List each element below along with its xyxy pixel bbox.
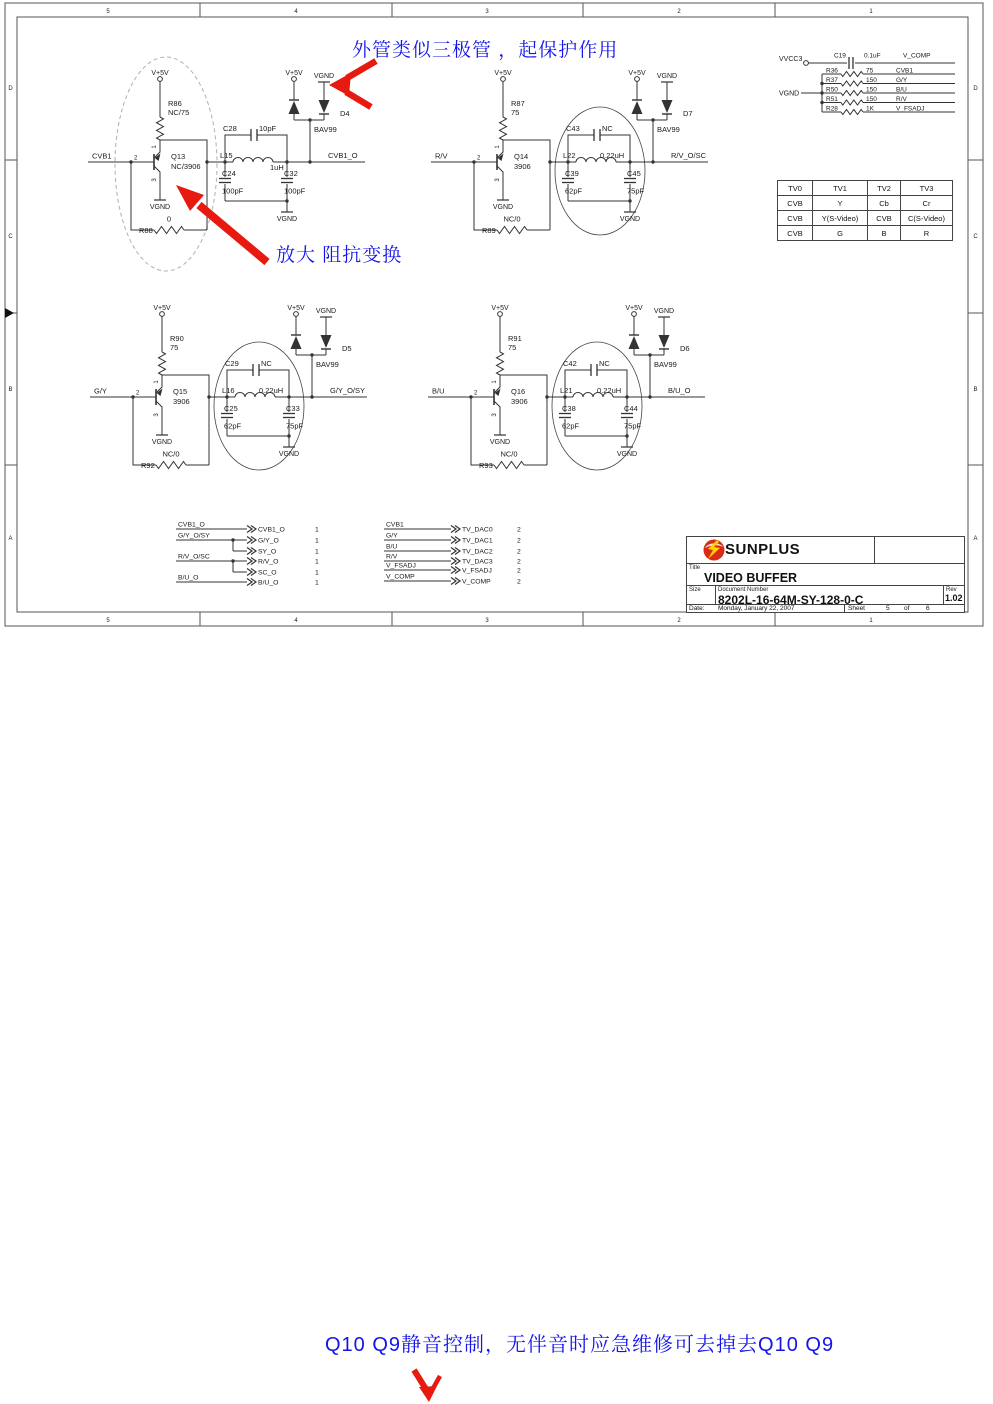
- size-cell: [687, 586, 716, 604]
- vgnd-label: VGND: [278, 451, 300, 458]
- output-net-label: R/V_O/SC: [671, 151, 707, 160]
- wire: [841, 72, 863, 77]
- transistor-val: 3906: [514, 162, 531, 171]
- transistor-val: 3906: [511, 397, 528, 406]
- diode-val: BAV99: [316, 360, 339, 369]
- zone-number: 2: [677, 9, 681, 15]
- cap-val: 0.1uF: [864, 52, 881, 60]
- diode-symbol: [659, 335, 670, 348]
- resistor-val: 0: [166, 214, 172, 224]
- cap-val: 75pF: [624, 421, 642, 431]
- title-block-title-row: [687, 564, 964, 586]
- power-node: [160, 312, 165, 317]
- red-arrow-icon: [419, 1386, 437, 1402]
- offpage-net-label: TV_DAC0: [462, 526, 493, 534]
- input-net-label: R/V: [435, 151, 448, 161]
- page-number: 2: [517, 526, 521, 534]
- input-net-label: G/Y: [94, 386, 107, 396]
- vgnd-label: VGND: [619, 216, 641, 223]
- wire: [156, 401, 162, 435]
- table-cell: TV1: [813, 181, 868, 196]
- annotation-mute-control-note: Q10 Q9静音控制，无伴音时应急维修可去掉去Q10 Q9: [325, 1334, 835, 1356]
- resistor-val: NC/75: [168, 108, 190, 117]
- wire: [247, 526, 252, 533]
- resistor-ref: R91: [508, 334, 522, 343]
- src-net-label: R/V: [386, 553, 398, 561]
- zone-number: 2: [677, 618, 681, 624]
- cap-val: 75pF: [286, 421, 304, 431]
- cap-ref: C33: [286, 404, 300, 413]
- wire: [247, 558, 252, 565]
- net-label: CVB1: [896, 67, 913, 75]
- wire: [247, 548, 252, 555]
- sheet-cell: [844, 605, 965, 613]
- offpage-net-label: SC_O: [258, 569, 277, 577]
- diode-symbol: [319, 100, 330, 113]
- vgnd-label: VGND: [313, 73, 335, 80]
- document-number-cell: [716, 586, 944, 607]
- zone-number: 3: [485, 9, 489, 15]
- vgnd-label: VGND: [489, 439, 511, 446]
- zone-number: 4: [294, 618, 298, 624]
- table-cell: C(S-Video): [901, 211, 953, 226]
- table-cell: R: [901, 226, 953, 241]
- diode-symbol: [289, 101, 300, 114]
- wire: [451, 567, 456, 574]
- annotation-protection-note: 外管类似三极管 ，起保护作用: [352, 40, 619, 61]
- transistor-val: NC/3906: [171, 162, 201, 171]
- inductor-ref: L16: [222, 386, 235, 395]
- wire: [497, 352, 504, 375]
- pin-number: 3: [154, 413, 160, 417]
- table-cell: G: [813, 226, 868, 241]
- pin-number: 3: [492, 413, 498, 417]
- vgnd-label: VGND: [779, 90, 800, 98]
- wire: [451, 537, 456, 544]
- wire: [494, 401, 500, 435]
- power-net-label: VVCC3: [779, 56, 803, 63]
- wire: [841, 81, 863, 86]
- v5v-label: V+5V: [628, 70, 646, 77]
- transistor-ref: Q15: [173, 387, 188, 396]
- diode-symbol: [291, 336, 302, 349]
- net-label: B/U: [896, 86, 907, 94]
- page-number: 2: [517, 567, 521, 575]
- wire: [131, 162, 154, 230]
- transistor-ref: Q14: [514, 152, 529, 161]
- zone-number: 1: [869, 9, 873, 15]
- v5v-label: V+5V: [625, 305, 643, 312]
- inductor-symbol: [233, 158, 273, 163]
- resistor-ref: R37: [826, 77, 838, 84]
- table-cell: TV0: [778, 181, 813, 196]
- power-node: [294, 312, 299, 317]
- table-cell: CVB: [778, 196, 813, 211]
- power-node: [498, 312, 503, 317]
- zone-letter: D: [973, 86, 978, 92]
- cap-ref: C45: [627, 169, 641, 178]
- resistor-ref: R86: [168, 99, 182, 108]
- src-net-label: CVB1_O: [178, 521, 205, 529]
- sheet-of-label: of: [904, 605, 910, 612]
- zone-letter: A: [8, 536, 13, 542]
- wire: [247, 569, 252, 576]
- vgnd-label: VGND: [151, 439, 173, 446]
- title-block-logo-row: [687, 537, 964, 564]
- wire: [346, 92, 371, 107]
- cap-ref: C44: [624, 404, 638, 413]
- input-net-label: B/U: [432, 386, 445, 396]
- cap-ref: C25: [224, 404, 238, 413]
- offpage-net-label: CVB1_O: [258, 526, 285, 534]
- vgnd-label: VGND: [315, 308, 337, 315]
- wire: [159, 352, 166, 375]
- vgnd-label: VGND: [656, 73, 678, 80]
- cap-val: 100pF: [222, 186, 244, 196]
- offpage-net-label: R/V_O: [258, 558, 279, 566]
- diode-symbol: [629, 336, 640, 349]
- cap-val: NC: [602, 124, 613, 133]
- wire: [157, 117, 164, 140]
- transistor-val: 3906: [173, 397, 190, 406]
- zone-number: 5: [106, 618, 110, 624]
- cap-val: 62pF: [565, 186, 583, 196]
- table-cell: Y(S-Video): [813, 211, 868, 226]
- vgnd-label: VGND: [276, 216, 298, 223]
- output-net-label: CVB1_O: [328, 151, 358, 160]
- zone-number: 5: [106, 9, 110, 15]
- zone-letter: C: [973, 234, 978, 240]
- page-number: 2: [517, 578, 521, 586]
- page-number: 1: [315, 548, 319, 556]
- table-cell: Y: [813, 196, 868, 211]
- pin-number: 3: [152, 178, 158, 182]
- diode-ref: D6: [680, 344, 690, 353]
- wire: [841, 100, 863, 105]
- vgnd-label: VGND: [616, 451, 638, 458]
- src-net-label: R/V_O/SC: [178, 553, 210, 561]
- date-label: Date:: [689, 605, 705, 612]
- v5v-label: V+5V: [285, 70, 303, 77]
- offpage-net-label: V_FSADJ: [462, 567, 492, 575]
- wire: [247, 537, 252, 544]
- cap-ref: C19: [834, 52, 846, 60]
- net-label: V_FSADJ: [896, 105, 925, 113]
- pin-number: 1: [492, 380, 498, 384]
- cap-val: 75pF: [627, 186, 645, 196]
- zone-letter: B: [973, 387, 978, 393]
- net-label: G/Y: [896, 77, 908, 84]
- diode-ref: D4: [340, 109, 350, 118]
- resistor-ref: R90: [170, 334, 184, 343]
- cap-val: 62pF: [224, 421, 242, 431]
- output-net-label: B/U_O: [668, 386, 691, 395]
- wire: [494, 462, 524, 469]
- highlight-ellipse: [115, 57, 217, 271]
- resistor-val: 150: [866, 96, 877, 103]
- src-net-label: B/U_O: [178, 574, 199, 582]
- resistor-val: 75: [511, 108, 520, 117]
- cap-val: 62pF: [562, 421, 580, 431]
- table-cell: TV3: [901, 181, 953, 196]
- fold-mark-icon: [5, 308, 14, 318]
- page-number: 2: [517, 548, 521, 556]
- inductor-val: 0.22uH: [600, 151, 625, 160]
- wire: [257, 135, 287, 162]
- zone-number: 3: [485, 618, 489, 624]
- sheet-number: 5: [886, 605, 890, 612]
- zone-number: 4: [294, 9, 298, 15]
- sheet-total: 6: [926, 605, 930, 612]
- size-label: Size: [689, 587, 701, 593]
- title-label: Title: [689, 565, 701, 571]
- table-cell: CVB: [778, 211, 813, 226]
- inductor-val: 0.22uH: [259, 386, 284, 395]
- table-cell: CVB: [778, 226, 813, 241]
- resistor-ref: R28: [826, 105, 838, 113]
- logo-cell: [687, 537, 875, 563]
- resistor-ref: R50: [826, 86, 838, 94]
- cap-val: 10pF: [259, 124, 277, 133]
- title-block-doc-row: [687, 586, 964, 605]
- zone-letter: B: [8, 387, 13, 393]
- wire: [154, 227, 184, 234]
- offpage-net-label: B/U_O: [258, 579, 279, 587]
- pin-number: 2: [136, 390, 140, 397]
- power-node: [804, 61, 809, 66]
- wire: [199, 205, 267, 262]
- v5v-label: V+5V: [494, 70, 512, 77]
- resistor-val: 75: [170, 343, 179, 352]
- table-cell: TV2: [868, 181, 901, 196]
- sunplus-logo-icon: [701, 538, 727, 564]
- pin-number: 2: [134, 155, 138, 162]
- wire: [451, 578, 456, 585]
- title-block: [686, 536, 965, 613]
- pin-number: 1: [495, 145, 501, 149]
- pin-number: 2: [474, 390, 478, 397]
- cap-ref: C39: [565, 169, 579, 178]
- vgnd-label: VGND: [653, 308, 675, 315]
- cap-val: NC: [261, 359, 272, 368]
- table-row: [778, 196, 953, 211]
- offpage-net-label: TV_DAC3: [462, 558, 493, 566]
- cap-ref: C38: [562, 404, 576, 413]
- rev-cell: [943, 586, 964, 604]
- v5v-label: V+5V: [153, 305, 171, 312]
- resistor-val: 75: [866, 67, 874, 75]
- cap-ref: C29: [225, 359, 239, 368]
- wire: [497, 227, 527, 234]
- input-net-label: CVB1: [92, 151, 112, 161]
- offpage-net-label: TV_DAC1: [462, 537, 493, 545]
- cap-ref: C28: [223, 124, 237, 133]
- wire: [451, 548, 456, 555]
- page-number: 1: [315, 537, 319, 545]
- cap-ref: C32: [284, 169, 298, 178]
- sheet-label: Sheet: [848, 605, 865, 612]
- wire: [500, 117, 507, 140]
- wire: [451, 558, 456, 565]
- table-cell: Cr: [901, 196, 953, 211]
- page-number: 2: [517, 537, 521, 545]
- cap-ref: C24: [222, 169, 236, 178]
- zone-letter: D: [8, 86, 13, 92]
- resistor-ref: R89: [482, 226, 496, 235]
- src-net-label: G/Y_O/SY: [178, 532, 210, 540]
- src-net-label: V_COMP: [386, 573, 415, 581]
- output-net-label: G/Y_O/SY: [330, 386, 366, 395]
- pin-number: 1: [154, 380, 160, 384]
- annotation-amplifier-note: 放大 阻抗变换: [276, 245, 403, 266]
- offpage-net-label: V_COMP: [462, 578, 491, 586]
- junction-dot: [820, 91, 823, 94]
- diode-symbol: [321, 335, 332, 348]
- title-block-date-row: [687, 605, 964, 613]
- cap-val: NC: [599, 359, 610, 368]
- power-node: [158, 77, 163, 82]
- zone-letter: C: [8, 234, 13, 240]
- zone-number: 1: [869, 618, 873, 624]
- wire: [841, 110, 863, 115]
- wire: [841, 91, 863, 96]
- power-node: [635, 77, 640, 82]
- v5v-label: V+5V: [491, 305, 509, 312]
- pin-number: 1: [152, 145, 158, 149]
- resistor-ref: R88: [139, 226, 153, 235]
- src-net-label: B/U: [386, 543, 398, 551]
- cap-ref: C43: [566, 124, 580, 133]
- offpage-net-label: TV_DAC2: [462, 548, 493, 556]
- date-value: Monday, January 22, 2007: [718, 605, 795, 612]
- diode-val: BAV99: [654, 360, 677, 369]
- resistor-ref: R92: [141, 461, 155, 470]
- zone-letter: A: [973, 536, 978, 542]
- document-number-label: Document Number: [718, 587, 769, 593]
- transistor-ref: Q13: [171, 152, 186, 161]
- offpage-net-label: SY_O: [258, 548, 277, 556]
- table-row: [778, 226, 953, 241]
- src-net-label: V_FSADJ: [386, 562, 416, 570]
- page-number: 1: [315, 558, 319, 566]
- table-cell: Cb: [868, 196, 901, 211]
- diode-ref: D5: [342, 344, 352, 353]
- transistor-ref: Q16: [511, 387, 526, 396]
- resistor-val: 1K: [866, 105, 874, 113]
- resistor-val: NC/0: [162, 449, 180, 459]
- resistor-ref: R36: [826, 67, 838, 75]
- v5v-label: V+5V: [287, 305, 305, 312]
- resistor-val: NC/0: [500, 449, 518, 459]
- resistor-ref: R87: [511, 99, 525, 108]
- power-node: [501, 77, 506, 82]
- cap-ref: C42: [563, 359, 577, 368]
- net-label: V_COMP: [903, 52, 931, 60]
- table-row: [778, 181, 953, 196]
- inductor-val: 0.22uH: [597, 386, 622, 395]
- diode-val: BAV99: [657, 125, 680, 134]
- junction-dot: [820, 101, 823, 104]
- wire: [474, 162, 497, 230]
- src-net-label: CVB1: [386, 521, 404, 529]
- resistor-val: NC/0: [503, 214, 521, 224]
- inductor-ref: L15: [220, 151, 233, 160]
- page-number: 1: [315, 526, 319, 534]
- wire: [133, 397, 156, 465]
- document-number: 8202L-16-64M-SY-128-0-C: [718, 593, 864, 607]
- diode-val: BAV99: [314, 125, 337, 134]
- wire: [247, 579, 252, 586]
- resistor-val: 75: [508, 343, 517, 352]
- junction-dot: [820, 82, 823, 85]
- table-cell: B: [868, 226, 901, 241]
- rev-label: Rev: [946, 587, 957, 593]
- power-node: [292, 77, 297, 82]
- offpage-net-label: G/Y_O: [258, 537, 279, 545]
- diode-symbol: [632, 101, 643, 114]
- wire: [497, 166, 503, 200]
- cap-val: 100pF: [284, 186, 306, 196]
- inductor-ref: L21: [560, 386, 573, 395]
- signal-routing-table: [777, 180, 953, 241]
- sheet-title: VIDEO BUFFER: [704, 571, 798, 585]
- wire: [156, 462, 186, 469]
- resistor-ref: R93: [479, 461, 493, 470]
- wire: [471, 397, 494, 465]
- page-number: 2: [517, 558, 521, 566]
- inductor-ref: L22: [563, 151, 576, 160]
- resistor-val: 150: [866, 86, 877, 94]
- inductor-val: 1uH: [270, 163, 284, 172]
- power-node: [632, 312, 637, 317]
- logo-text: SUNPLUS: [725, 541, 801, 558]
- wire: [347, 61, 376, 78]
- vgnd-label: VGND: [149, 204, 171, 211]
- table-row: [778, 211, 953, 226]
- v5v-label: V+5V: [151, 70, 169, 77]
- net-label: R/V: [896, 96, 907, 103]
- page-number: 1: [315, 579, 319, 587]
- wire: [154, 166, 160, 200]
- resistor-val: 150: [866, 77, 877, 84]
- vgnd-label: VGND: [492, 204, 514, 211]
- resistor-ref: R51: [826, 96, 838, 103]
- src-net-label: G/Y: [386, 532, 398, 540]
- table-cell: CVB: [868, 211, 901, 226]
- diode-symbol: [662, 100, 673, 113]
- pin-number: 2: [477, 155, 481, 162]
- page-number: 1: [315, 569, 319, 577]
- wire: [451, 526, 456, 533]
- diode-ref: D7: [683, 109, 693, 118]
- pin-number: 3: [495, 178, 501, 182]
- rev-number: 1.02: [945, 593, 963, 603]
